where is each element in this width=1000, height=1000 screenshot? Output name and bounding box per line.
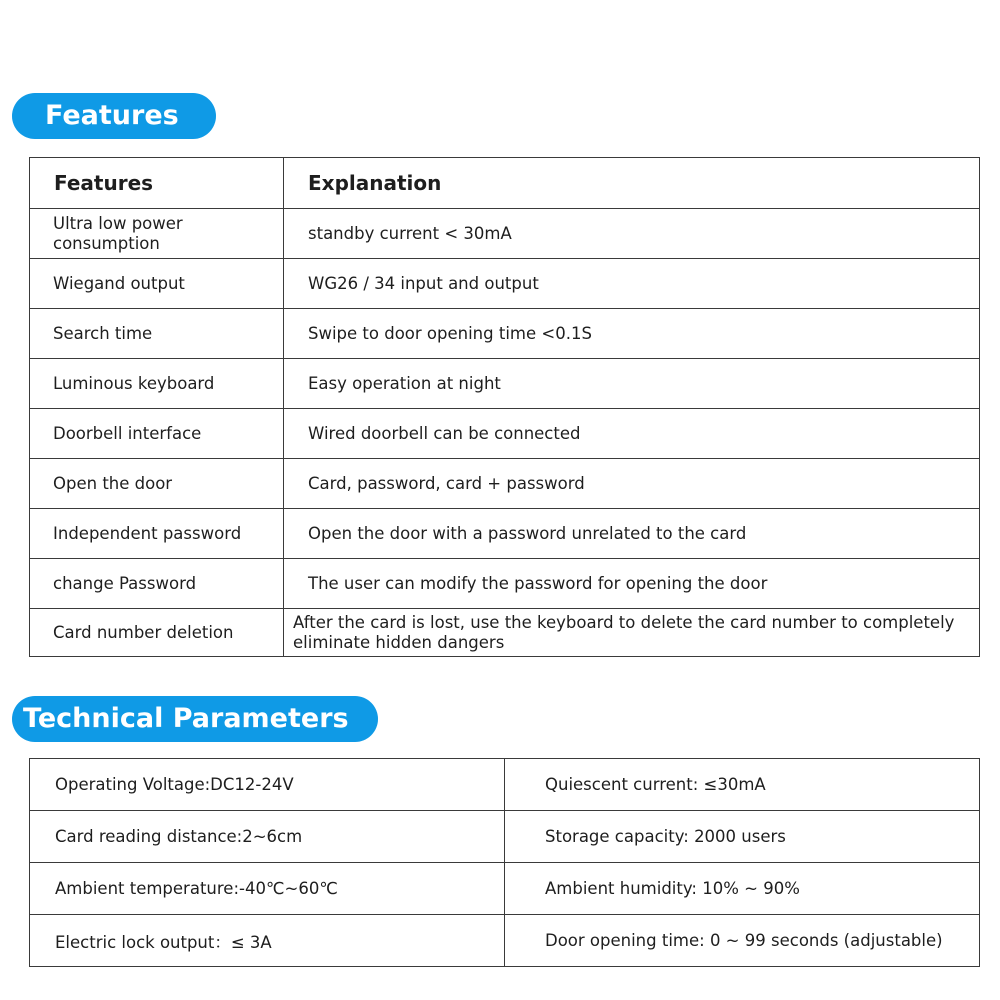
feature-name: Open the door [30, 459, 284, 509]
table-row [30, 915, 980, 967]
table-row [30, 209, 980, 259]
feature-explanation: standby current < 30mA [284, 209, 980, 259]
table-row [30, 459, 980, 509]
table-row [30, 409, 980, 459]
feature-explanation: Swipe to door opening time <0.1S [284, 309, 980, 359]
feature-explanation: Card, password, card + password [284, 459, 980, 509]
feature-explanation: WG26 / 34 input and output [284, 259, 980, 309]
feature-name: Ultra low power consumption [30, 209, 284, 259]
feature-name: Independent password [30, 509, 284, 559]
table-row [30, 259, 980, 309]
table-row [30, 609, 980, 657]
feature-name: Doorbell interface [30, 409, 284, 459]
feature-explanation: Wired doorbell can be connected [284, 409, 980, 459]
parameter-cell: Operating Voltage:DC12-24V [30, 759, 505, 811]
parameter-cell: Ambient humidity: 10% ~ 90% [505, 863, 980, 915]
parameter-cell: Door opening time: 0 ~ 99 seconds (adjustable) [505, 915, 980, 967]
feature-name: Search time [30, 309, 284, 359]
table-row [30, 509, 980, 559]
feature-name: change Password [30, 559, 284, 609]
table-row [30, 309, 980, 359]
feature-explanation: The user can modify the password for opening the door [284, 559, 980, 609]
features-table [29, 157, 980, 657]
column-header-explanation: Explanation [284, 158, 980, 209]
features-section-title: Features [12, 93, 216, 139]
feature-explanation: Easy operation at night [284, 359, 980, 409]
table-row [30, 811, 980, 863]
table-row [30, 559, 980, 609]
feature-name: Card number deletion [30, 609, 284, 657]
table-row [30, 863, 980, 915]
feature-name: Luminous keyboard [30, 359, 284, 409]
feature-explanation: After the card is lost, use the keyboard to delete the card number to completely eliminate hidden dangers [284, 609, 980, 657]
feature-name: Wiegand output [30, 259, 284, 309]
parameter-cell: Ambient temperature:-40℃~60℃ [30, 863, 505, 915]
parameter-cell: Quiescent current: ≤30mA [505, 759, 980, 811]
table-header-row [30, 158, 980, 209]
table-row [30, 359, 980, 409]
parameters-table [29, 758, 980, 967]
column-header-features: Features [30, 158, 284, 209]
parameter-cell: Storage capacity: 2000 users [505, 811, 980, 863]
table-row [30, 759, 980, 811]
feature-explanation: Open the door with a password unrelated to the card [284, 509, 980, 559]
parameter-cell: Electric lock output：≤ 3A [30, 915, 505, 967]
parameter-cell: Card reading distance:2~6cm [30, 811, 505, 863]
technical-parameters-section-title: Technical Parameters [12, 696, 378, 742]
